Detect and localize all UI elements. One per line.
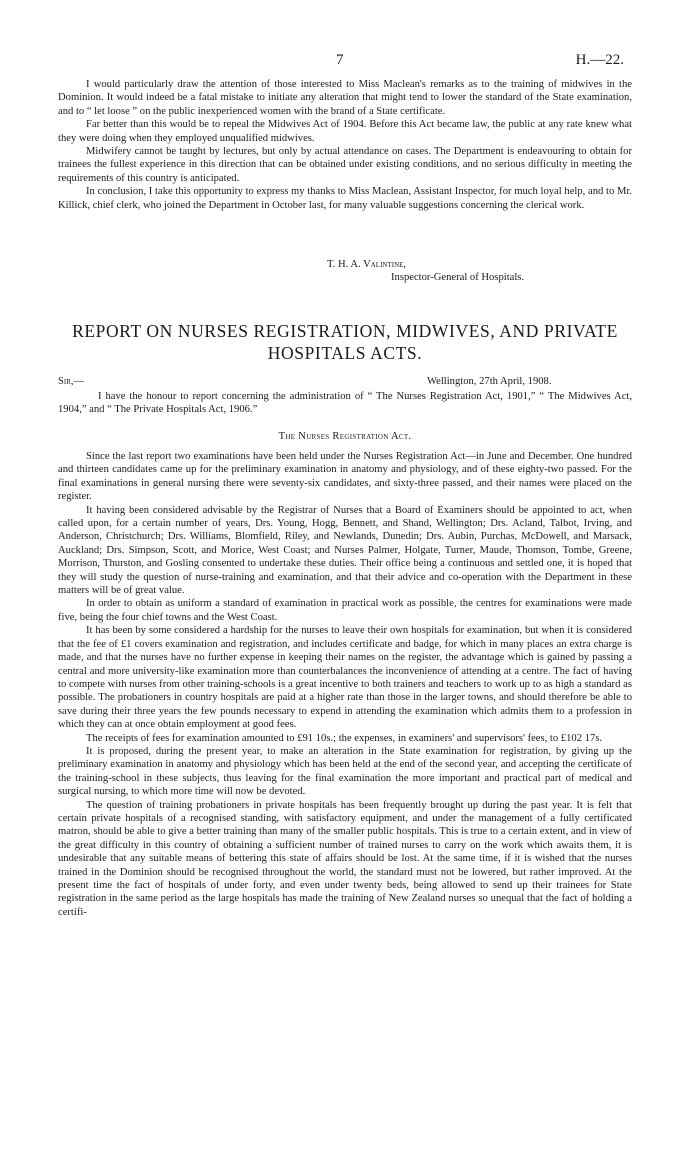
section-heading: The Nurses Registration Act. — [278, 431, 412, 442]
document-reference: H.—22. — [575, 52, 624, 68]
report-body — [58, 450, 632, 919]
dateline: Wellington, 27th April, 1908. — [427, 376, 552, 387]
signature-name: T. H. A. Valintine, — [327, 259, 407, 270]
paragraph: Midwifery cannot be taught by lectures, but only by actual attendance on cases. The Department is endeavouring to obtain for trainees the fullest experience in this direction that can be obtained under existing conditions, and no serious difficulty in meeting the requirements of this country is anticipated. — [58, 146, 632, 184]
paragraph: Since the last report two examinations have been held under the Nurses Registration Act—in June and December. One hundred and thirteen candidates came up for the preliminary examination in anatomy and physiology, and of these eighty-two passed. For the final examinations in general nursing there were seventy-six candidates, and sixty-three passed, and their names were placed on the register. — [58, 451, 632, 503]
paragraph: It has been by some considered a hardship for the nurses to leave their own hospitals for examination, but when it is considered that the fee of £1 covers examination and registration, and includes certificate and badge, for which in many places an extra charge is made, and that the nurses have no further expense in keeping their names on the register, the advantage which is gained by passing a central and more university-like examination more than counterbalances the inconvenience of attending at a centre. The fact of having to compete with nurses from other training-schools is a great incentive to both trainers and teachers to work up to as high a standard as possible. The probationers in country hospitals are paid at a higher rate than those in the larger towns, and should therefore be able to save during their three years the few pounds necessary to expend in attending the examination which admits them to a profession in which they can at once obtain employment at good fees. — [58, 625, 632, 731]
salutation: Sir,— — [58, 376, 85, 387]
paragraph: The receipts of fees for examination amounted to £91 10s.; the expenses, in examiners' and supervisors' fees, to £102 17s. — [86, 732, 603, 744]
paragraph: I would particularly draw the attention of those interested to Miss Maclean's remarks as to the training of midwives in the Dominion. It would indeed be a fatal mistake to initiate any alteration that might tend to lower the standard of the State examination, and to “ let loose ” on the public inexperienced women with the brand of a State certificate. — [58, 79, 632, 117]
paragraph: It having been considered advisable by the Registrar of Nurses that a Board of Examiners should be appointed to act, when called upon, for a certain number of years, Drs. Young, Hogg, Bennett, and Shand, Wellington; Drs. Acland, Talbot, Irving, and Anderson, Christchurch; Drs. Williams, Blomfield, Riley, and Newlands, Dunedin; Drs. Aubin, Purchas, McDowell, and Marsack, Auckland; Drs. Simpson, Scott, and Morice, West Coast; and Nurses Palmer, Holgate, Turner, Maude, Thomson, Tombe, Greene, Morrison, Thurston, and Gosling consented to undertake these duties. Their office being a continuous and settled one, it is hoped that they will study the question of nurse-training and examination, and that their advice and co-operation with the Department in these matters will be of great value. — [58, 504, 632, 597]
paragraph: It is proposed, during the present year, to make an alteration in the State examination for registration, by giving up the preliminary examination in anatomy and physiology which has been held at the end of the second year, and accepting the certificate of the training-school in these subjects, thus leaving for the final examination the more important and practical part of medical and surgical nursing, to which more time will now be devoted. — [58, 745, 632, 798]
signature-title: Inspector-General of Hospitals. — [391, 272, 525, 283]
paragraph: The question of training probationers in private hospitals has been frequently brought up during the past year. It is felt that certain private hospitals of a recognised standing, with satisfactory equipment, and under the management of a fully certificated matron, should be able to give a better training than many of the smaller public hospitals. This is true to a certain extent, and in view of the great difficulty in this country of obtaining a sufficient number of trained nurses to carry on the work which awaits them, it is undesirable that any suitable means of bettering this state of affairs should be lost. At the same time, if it is wished that the nurses trained in the Dominion should be recognised throughout the world, the standard must not be lowered, but rather improved. At the present time the fact of hospitals of under forty, and even under twenty beds, being allowed to send up their trainees for State registration in the same period as the large hospitals has made the training of New Zealand nurses so unequal that the fact of holding a certifi- — [58, 799, 632, 918]
report-title: REPORT ON NURSES REGISTRATION, MIDWIVES, AND PRIVATE HOSPITALS ACTS. — [72, 321, 618, 363]
paragraph: Far better than this would be to repeal the Midwives Act of 1904. Before this Act became law, the public at any rate knew what they were doing when they employed unqualified midwives. — [58, 119, 632, 144]
paragraph: In order to obtain as uniform a standard of examination in practical work as possible, the centres for examinations were made five, being the four chief towns and the West Coast. — [58, 598, 632, 623]
paragraph: In conclusion, I take this opportunity to express my thanks to Miss Maclean, Assistant Inspector, for much loyal help, and to Mr. Killick, chief clerk, who joined the Department in October last, for many valuable suggestions concerning the clerical work. — [58, 186, 632, 211]
previous-report-closing — [58, 78, 632, 212]
paragraph: I have the honour to report concerning the administration of “ The Nurses Registration Act, 1901,” “ The Midwives Act, 1904,” and “ The Private Hospitals Act, 1906.” — [58, 391, 632, 416]
report-introduction — [58, 390, 632, 417]
page-number: 7 — [336, 52, 344, 68]
